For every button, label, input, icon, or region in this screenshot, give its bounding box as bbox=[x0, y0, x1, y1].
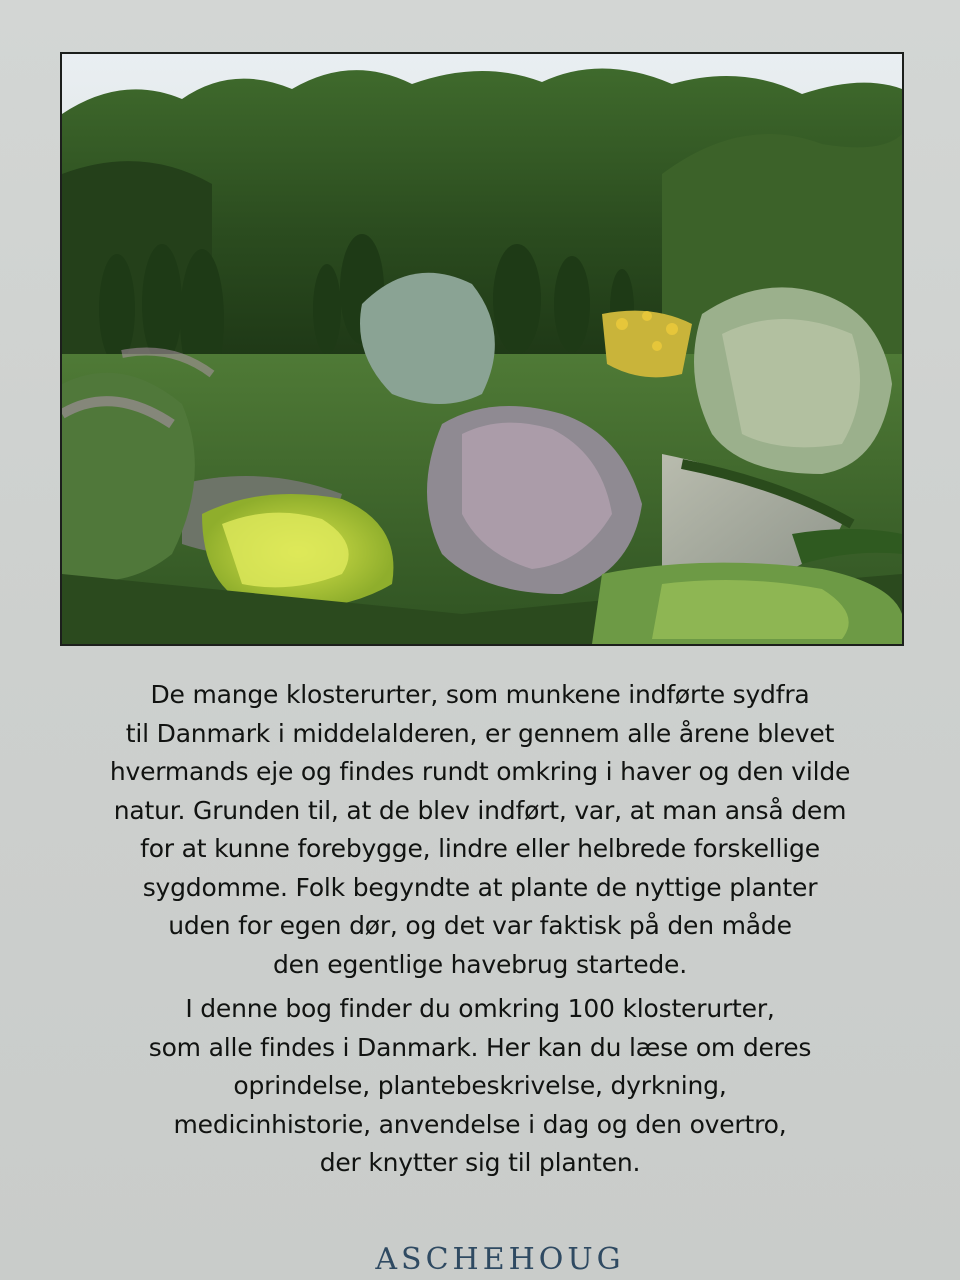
cover-photo-herb-garden bbox=[60, 52, 904, 646]
blurb-line: sygdomme. Folk begyndte at plante de nyttige planter bbox=[142, 872, 818, 902]
blurb-paragraph-1 bbox=[80, 676, 880, 984]
blurb-paragraph-2 bbox=[80, 990, 880, 1183]
blurb-line: den egentlige havebrug startede. bbox=[273, 949, 687, 979]
blurb-line: I denne bog finder du omkring 100 klosterurter, bbox=[185, 994, 775, 1023]
blurb-line: for at kunne forebygge, lindre eller helbrede forskellige bbox=[140, 834, 820, 863]
garden-photo bbox=[62, 54, 902, 644]
blurb-line: De mange klosterurter, som munkene indførte sydfra bbox=[150, 680, 810, 709]
blurb-line: medicinhistorie, anvendelse i dag og den overtro, bbox=[173, 1109, 787, 1139]
blurb-line: uden for egen dør, og det var faktisk på den måde bbox=[168, 911, 792, 940]
blurb-line: der knytter sig til planten. bbox=[319, 1148, 641, 1177]
publisher-name: ASCHEHOUG bbox=[375, 1242, 625, 1277]
blurb-line: hvermands eje og findes rundt omkring i haver og den vilde bbox=[109, 757, 851, 786]
blurb-line: oprindelse, plantebeskrivelse, dyrkning, bbox=[233, 1071, 727, 1100]
blurb-line: til Danmark i middelalderen, er gennem alle årene blevet bbox=[125, 718, 835, 748]
blurb-line: natur. Grunden til, at de blev indført, var, at man anså dem bbox=[113, 795, 847, 825]
blurb-line: som alle findes i Danmark. Her kan du læse om deres bbox=[148, 1032, 812, 1062]
